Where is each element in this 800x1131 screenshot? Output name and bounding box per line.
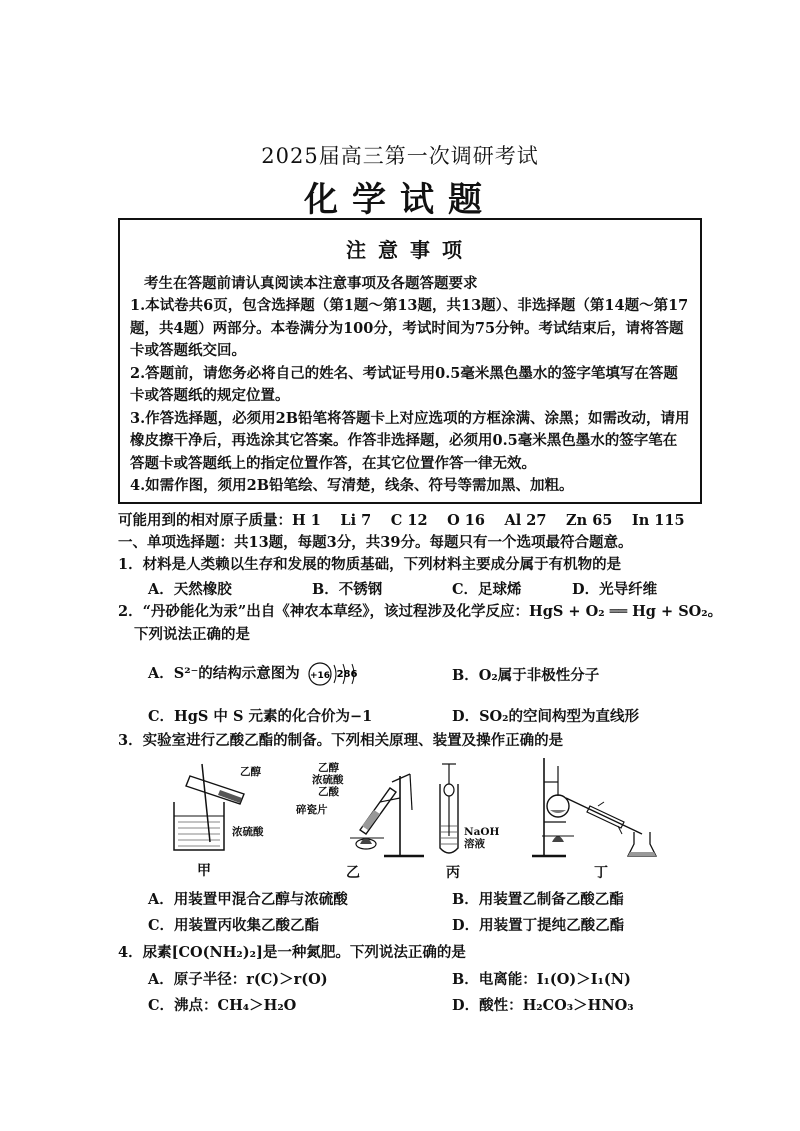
notice-item-4: 4.如需作图，须用2B铅笔绘、写清楚，线条、符号等需加黑、加粗。 [130, 477, 574, 494]
q4-stem: 4．尿素[CO(NH₂)₂]是一种氮肥。下列说法正确的是 [118, 944, 466, 961]
q1-option-d: D．光导纤维 [572, 581, 658, 598]
bing-label-solution: 溶液 [464, 838, 485, 850]
yi-label-porcelain-chips: 碎瓷片 [296, 804, 328, 816]
q2-stem-line2: 下列说法正确的是 [134, 626, 250, 643]
q2-stem-line1: 2．“丹砂能化为汞”出自《神农本草经》，该过程涉及化学反应：HgS + O₂ ══ Hg + SO₂。 [118, 603, 723, 620]
bing-caption: 丙 [446, 865, 460, 881]
atomic-masses: 可能用到的相对原子质量：H 1 Li 7 C 12 O 16 Al 27 Zn 65 In 115 [118, 512, 685, 529]
q3-option-d: D．用装置丁提纯乙酸乙酯 [452, 917, 625, 934]
q3-option-c: C．用装置丙收集乙酸乙酯 [148, 917, 320, 934]
q1-option-b: B．不锈钢 [312, 581, 383, 598]
ding-caption: 丁 [594, 865, 608, 881]
q2-option-a-text: A．S²⁻的结构示意图为 [148, 665, 300, 682]
atom-nucleus-charge: +16 [309, 671, 330, 681]
atom-electron-shells: 286 [336, 669, 358, 680]
notice-intro: 考生在答题前请认真阅读本注意事项及各题答题要求 [144, 275, 478, 292]
q1-option-c: C．足球烯 [452, 581, 522, 598]
subject-title: 化学试题 [304, 180, 496, 220]
q3-option-b: B．用装置乙制备乙酸乙酯 [452, 891, 624, 908]
apparatus-yi-diagram [330, 760, 430, 860]
q2-option-b: B．O₂属于非极性分子 [452, 667, 600, 684]
jia-caption: 甲 [197, 863, 211, 879]
q2-option-a [148, 661, 363, 687]
yi-caption: 乙 [346, 865, 360, 881]
q1-option-a: A．天然橡胶 [148, 581, 232, 598]
q4-option-d: D．酸性：H₂CO₃＞HNO₃ [452, 997, 634, 1014]
jia-label-sulfuric-acid: 浓硫酸 [232, 826, 264, 838]
notice-item-2: 2.答题前，请您务必将自己的姓名、考试证号用0.5毫米黑色墨水的签字笔填写在答题卡或答题纸的规定位置。 [130, 364, 678, 404]
apparatus-ding-diagram [530, 752, 670, 862]
q2-option-c: C．HgS 中 S 元素的化合价为−1 [148, 708, 373, 725]
section-heading: 一、单项选择题：共13题，每题3分，共39分。每题只有一个选项最符合题意。 [118, 534, 633, 551]
notice-item-3: 3.作答选择题，必须用2B铅笔将答题卡上对应选项的方框涂满、涂黑；如需改动，请用橡皮擦干净后，再选涂其它答案。作答非选择题，必须用0.5毫米黑色墨水的签字笔在答题卡或答题纸上的指定位置作答，在其它位置作答一律无效。 [130, 409, 690, 472]
notice-heading: 注意事项 [346, 238, 474, 262]
q3-option-a: A．用装置甲混合乙醇与浓硫酸 [148, 891, 348, 908]
sulfide-ion-structure-diagram [307, 661, 363, 687]
notice-item-1: 1.本试卷共6页，包含选择题（第1题～第13题，共13题）、非选择题（第14题～第17题，共4题）两部分。本卷满分为100分，考试时间为75分钟。考试结束后，请将答题卡或答题纸交回。 [130, 297, 689, 359]
q4-option-a: A．原子半径：r(C)＞r(O) [148, 971, 328, 988]
q2-option-d: D．SO₂的空间构型为直线形 [452, 708, 640, 725]
jia-label-ethanol: 乙醇 [240, 766, 261, 778]
q3-stem: 3．实验室进行乙酸乙酯的制备。下列相关原理、装置及操作正确的是 [118, 732, 564, 749]
q1-stem: 1．材料是人类赖以生存和发展的物质基础，下列材料主要成分属于有机物的是 [118, 556, 622, 573]
bing-label-naoh: NaOH [464, 826, 500, 838]
q4-option-c: C．沸点：CH₄＞H₂O [148, 997, 297, 1014]
yi-label-acetic-acid: 乙酸 [318, 786, 339, 798]
notice-box [118, 218, 702, 504]
yi-label-ethanol: 乙醇 [318, 762, 339, 774]
q4-option-b: B．电离能：I₁(O)＞I₁(N) [452, 971, 631, 988]
yi-label-sulfuric-acid: 浓硫酸 [312, 774, 344, 786]
exam-title: 2025届高三第一次调研考试 [261, 144, 539, 168]
